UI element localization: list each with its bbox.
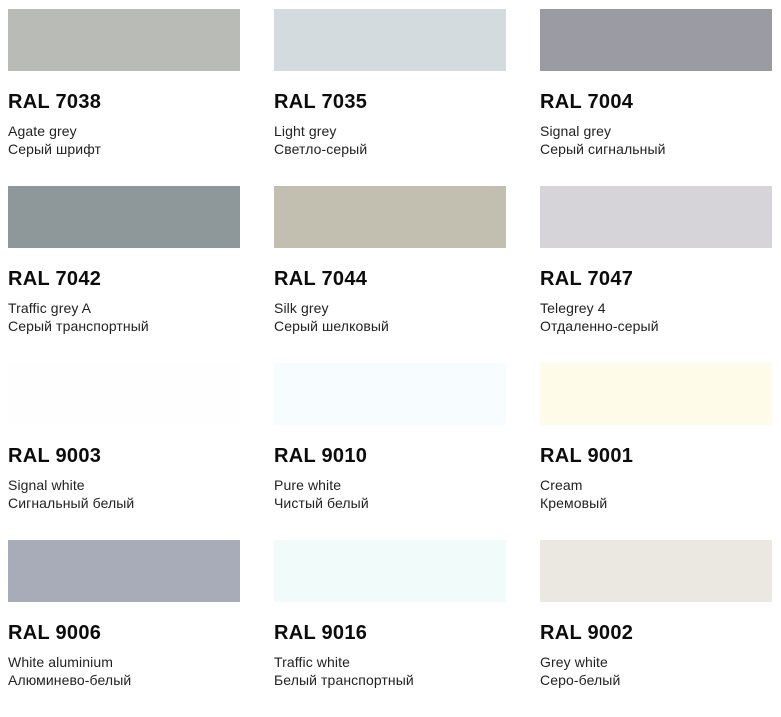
color-name-ru: Сигнальный белый bbox=[8, 494, 135, 511]
color-name-ru: Алюминево-белый bbox=[8, 671, 132, 688]
ral-code: RAL 9016 bbox=[274, 622, 368, 644]
color-name-en: Agate grey bbox=[8, 123, 77, 139]
ral-code: RAL 7038 bbox=[8, 91, 102, 113]
color-names bbox=[8, 654, 240, 689]
color-names bbox=[8, 477, 240, 512]
color-name-ru: Серый сигнальный bbox=[540, 140, 666, 157]
color-swatch bbox=[274, 363, 506, 425]
ral-code: RAL 7047 bbox=[540, 268, 634, 290]
color-card-ral-7004 bbox=[540, 9, 772, 186]
color-card-ral-9003 bbox=[8, 363, 240, 540]
color-card-ral-9010 bbox=[274, 363, 506, 540]
color-names bbox=[274, 477, 506, 512]
ral-code: RAL 9001 bbox=[540, 445, 634, 467]
color-name-en: Telegrey 4 bbox=[540, 300, 606, 316]
color-names bbox=[8, 123, 240, 158]
color-name-ru: Серый транспортный bbox=[8, 317, 149, 334]
color-card-ral-7044 bbox=[274, 186, 506, 363]
color-swatch bbox=[540, 363, 772, 425]
color-card-ral-7038 bbox=[8, 9, 240, 186]
color-name-en: Grey white bbox=[540, 654, 608, 670]
color-swatch bbox=[274, 9, 506, 71]
color-name-ru: Отдаленно-серый bbox=[540, 317, 659, 334]
color-names bbox=[274, 654, 506, 689]
color-name-en: Light grey bbox=[274, 123, 337, 139]
ral-code: RAL 9006 bbox=[8, 622, 102, 644]
color-name-ru: Серый шелковый bbox=[274, 317, 389, 334]
color-swatch bbox=[274, 186, 506, 248]
ral-code: RAL 9002 bbox=[540, 622, 634, 644]
color-name-ru: Чистый белый bbox=[274, 494, 369, 511]
color-name-en: Pure white bbox=[274, 477, 342, 493]
color-name-en: Cream bbox=[540, 477, 583, 493]
color-swatch bbox=[540, 186, 772, 248]
color-names bbox=[274, 123, 506, 158]
color-card-ral-9001 bbox=[540, 363, 772, 540]
color-swatch bbox=[540, 540, 772, 602]
color-card-ral-7035 bbox=[274, 9, 506, 186]
color-name-ru: Белый транспортный bbox=[274, 671, 414, 688]
color-swatch bbox=[8, 363, 240, 425]
ral-code: RAL 7004 bbox=[540, 91, 634, 113]
color-swatch bbox=[540, 9, 772, 71]
ral-code: RAL 9010 bbox=[274, 445, 368, 467]
color-name-ru: Серый шрифт bbox=[8, 140, 102, 157]
color-name-ru: Светло-серый bbox=[274, 140, 368, 157]
color-name-en: Traffic white bbox=[274, 654, 350, 670]
ral-code: RAL 7035 bbox=[274, 91, 368, 113]
color-card-ral-9006 bbox=[8, 540, 240, 717]
color-card-ral-9002 bbox=[540, 540, 772, 717]
color-name-ru: Серо-белый bbox=[540, 671, 621, 688]
color-name-en: Silk grey bbox=[274, 300, 329, 316]
color-name-en: Traffic grey A bbox=[8, 300, 92, 316]
color-swatch bbox=[8, 9, 240, 71]
color-card-ral-7047 bbox=[540, 186, 772, 363]
color-names bbox=[540, 300, 772, 335]
color-name-en: Signal white bbox=[8, 477, 85, 493]
color-name-ru: Кремовый bbox=[540, 494, 608, 511]
ral-code: RAL 7044 bbox=[274, 268, 368, 290]
color-swatch bbox=[274, 540, 506, 602]
color-names bbox=[540, 654, 772, 689]
color-names bbox=[8, 300, 240, 335]
ral-code: RAL 7042 bbox=[8, 268, 102, 290]
color-card-ral-7042 bbox=[8, 186, 240, 363]
color-name-en: White aluminium bbox=[8, 654, 113, 670]
color-names bbox=[540, 477, 772, 512]
ral-code: RAL 9003 bbox=[8, 445, 102, 467]
color-name-en: Signal grey bbox=[540, 123, 612, 139]
color-card-ral-9016 bbox=[274, 540, 506, 717]
color-names bbox=[274, 300, 506, 335]
color-swatch bbox=[8, 540, 240, 602]
color-names bbox=[540, 123, 772, 158]
color-swatch bbox=[8, 186, 240, 248]
